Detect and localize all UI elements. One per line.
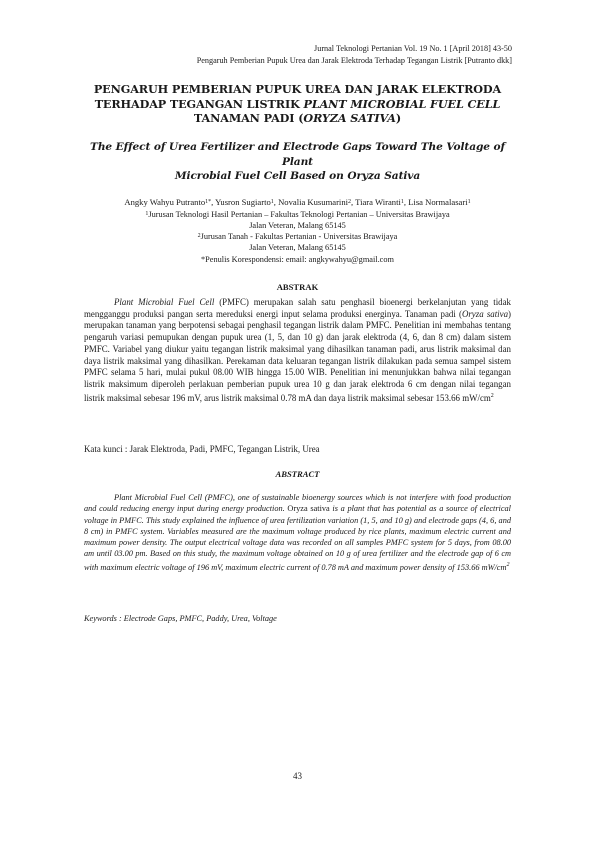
abstrak-paragraph: Plant Microbial Fuel Cell (PMFC) merupakan salah satu penghasil bioenergi berkelanjutan yang tidak mengganggu produksi pangan serta mereduksi energi input selama produksi energinya. Tanaman padi (Oryza sativa) merupakan tanaman yang berpotensi sebagai penghasil tegangan listrik dalam PMFC. Penelitian ini membahas tentang pengaruh variasi pemupukan dengan pupuk urea (1, 5, dan 10 g) dan jarak elektroda (4, 6, dan 8 cm) dalam sistem PMFC. Variabel yang diukur yaitu tegangan listrik maksimal yang dihasilkan tanaman padi, arus listrik maksimal dan daya listrik maksimal yang dihasilkan. Perekaman data keluaran tegangan listrik dilakukan pada semua sampel sistem PMFC selama 5 hari, mulai pukul 08.00 WIB hingga 15.00 WIB. Penelitian ini menunjukkan bahwa nilai tegangan listrik maksimum diperoleh perlakuan pemberian pupuk urea 10 g dan jarak elektroda 6 cm dengan nilai tegangan listrik maksimal sebesar 196 mV, arus listrik maksimal 0.78 mA dan daya listrik maksimal sebesar 153.66 $mW/cm^2$ bbox=[84, 297, 511, 403]
keywords: Keywords : Electrode Gaps, PMFC, Paddy, Urea, Voltage bbox=[84, 614, 277, 623]
running-header bbox=[197, 43, 512, 67]
author-list: Angky Wahyu Putranto$^{1*}$, Yusron Sugiarto$^1$, Novalia Kusumarini$^2$, Tiara Wiranti$^1$, Lisa Normalasari$^1$ bbox=[124, 197, 471, 207]
abstrak-heading: ABSTRAK bbox=[276, 282, 319, 292]
abstract-paragraph: Plant Microbial Fuel Cell (PMFC), one of sustainable bioenergy sources which is not interfere with food production and could reducing energy input during energy production. Oryza sativa is a plant that has potential as a source of electrical voltage in PMFC. This study explained the influence of urea fertilization variation (1, 5, and 10 g) and electrode gaps (4, 6, and 8 cm) in PMFC system. Variables measured are the maximum voltage produced by rice plants, maximum electric current and maximum power density. The output electrical voltage data was recorded on all samples PMFC system for 5 days, from 08.00 am until 03.00 pm. Based on this study, the maximum voltage obtained on 10 g of urea fertilizer and the electrode gap of 6 cm with maximum electric voltage of 196 mV, maximum electric current of 0.78 mA and maximum power density of 153.66 $mW/cm^2$ bbox=[84, 493, 511, 572]
running-title: Pengaruh Pemberian Pupuk Urea dan Jarak Elektroda Terhadap Tegangan Listrik [Putranto dkk] bbox=[196, 56, 512, 65]
paper-english-title bbox=[84, 140, 511, 184]
english-title-line-2: Microbial Fuel Cell Based on Oryza Sativa bbox=[174, 170, 421, 182]
abstract-heading: ABSTRACT bbox=[275, 469, 320, 479]
affiliation-2: $^2$Jurusan Tanah - Fakultas Pertanian - Universitas Brawijaya Jalan Veteran, Malang 65145 bbox=[197, 232, 398, 253]
journal-citation: Jurnal Teknologi Pertanian Vol. 19 No. 1 [April 2018] 43-50 bbox=[314, 44, 512, 53]
page-number: 43 bbox=[293, 771, 302, 781]
affiliation-1: $^1$Jurusan Teknologi Hasil Pertanian – Fakultas Teknologi Pertanian – Universitas Brawijaya Jalan Veteran, Malang 65145 bbox=[145, 209, 450, 230]
author-block bbox=[70, 197, 525, 265]
title-line-1: PENGARUH PEMBERIAN PUPUK UREA DAN JARAK ELEKTRODA bbox=[93, 82, 502, 96]
paper-title bbox=[84, 82, 511, 126]
kata-kunci: Kata kunci : Jarak Elektroda, Padi, PMFC, Tegangan Listrik, Urea bbox=[84, 444, 320, 454]
title-line-3: TANAMAN PADI (ORYZA SATIVA) bbox=[193, 111, 402, 125]
title-line-2: TERHADAP TEGANGAN LISTRIK PLANT MICROBIAL FUEL CELL bbox=[94, 96, 501, 111]
corresponding-author: *Penulis Korespondensi: email: angkywahyu@gmail.com bbox=[201, 254, 394, 264]
english-title-line-1: The Effect of Urea Fertilizer and Electrode Gaps Toward The Voltage of Plant bbox=[90, 141, 505, 168]
